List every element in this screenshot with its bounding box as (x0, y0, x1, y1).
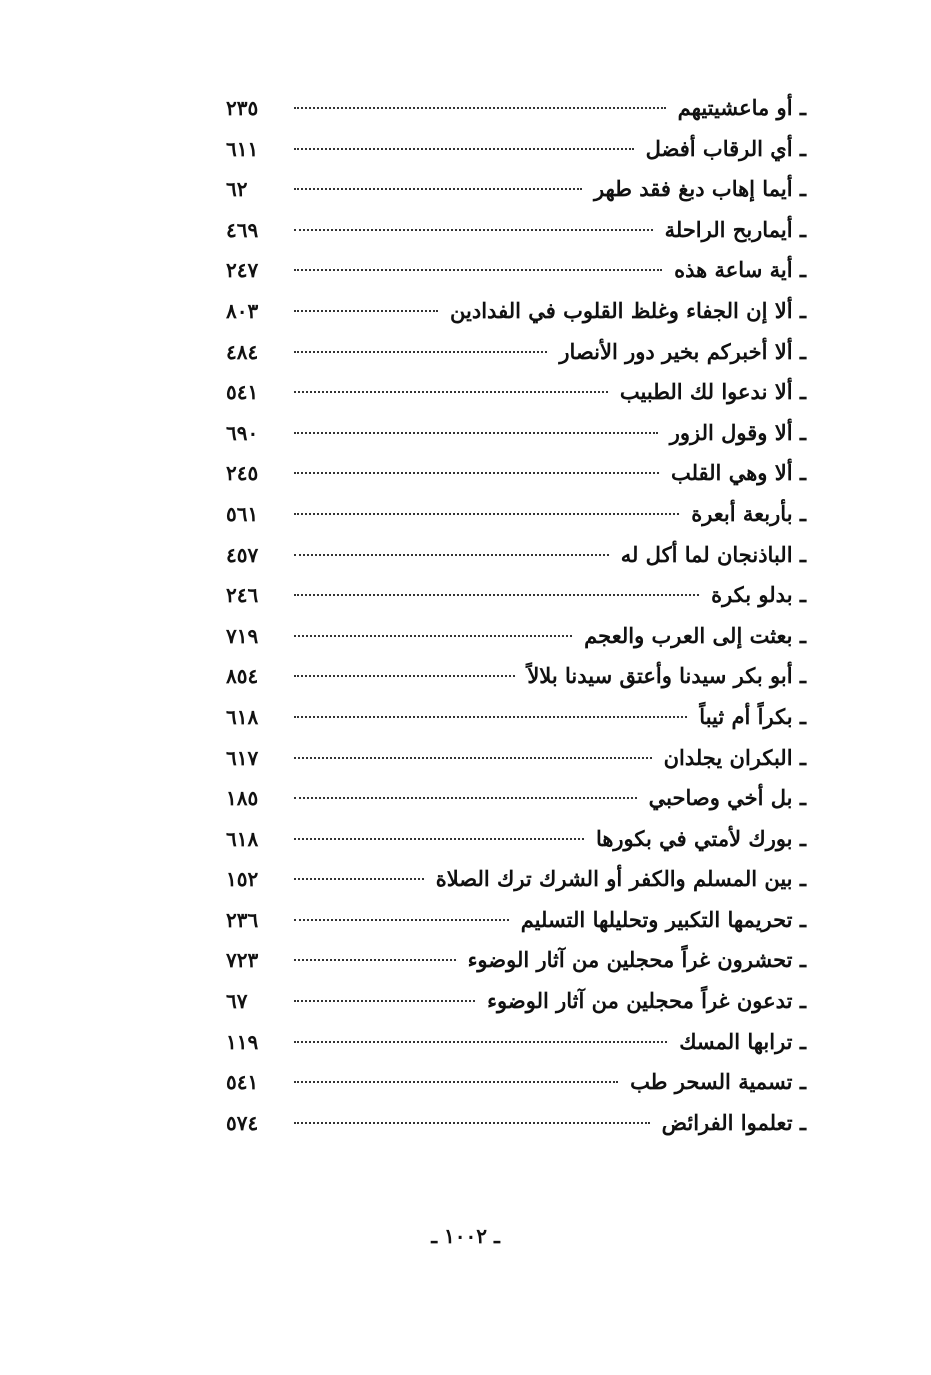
entry-page-number: ٨٥٤ (226, 664, 259, 689)
index-entry (226, 494, 806, 535)
entry-text: ـ بين المسلم والكفر أو الشرك ترك الصلاة (435, 866, 806, 892)
index-entry (226, 981, 806, 1022)
entry-page-number: ٢٣٦ (226, 907, 259, 932)
index-entry (226, 616, 806, 657)
entry-text: ـ أو ماعشيتيهم (677, 95, 806, 120)
entry-page-number: ٦١٨ (226, 826, 259, 851)
dot-leader (294, 919, 509, 921)
entry-text: ـ بورك لأمتي في بكورها (595, 825, 806, 851)
index-entry (226, 1062, 806, 1103)
index-entry (226, 129, 806, 170)
dot-leader (294, 269, 662, 271)
entry-text: ـ تحريمها التكبير وتحليلها التسليم (520, 906, 806, 932)
dot-leader (294, 594, 699, 596)
entry-text: ـ ألا ندعوا لك الطبيب (619, 379, 806, 405)
index-entry (226, 332, 806, 373)
entry-text: ـ أيما إهاب دبغ فقد طهر (593, 176, 806, 202)
index-entry (226, 1103, 806, 1144)
entry-page-number: ٢٤٦ (226, 583, 259, 608)
entry-page-number: ٤٥٧ (226, 542, 259, 567)
dot-leader (294, 391, 608, 393)
dot-leader (294, 472, 659, 474)
dot-leader (294, 797, 637, 799)
dot-leader (294, 351, 547, 353)
dot-leader (294, 757, 652, 759)
entry-page-number: ٧٢٣ (226, 948, 259, 973)
entry-page-number: ٥٤١ (226, 380, 259, 405)
entry-page-number: ٥٦١ (226, 501, 259, 526)
index-entry (226, 453, 806, 494)
dot-leader (294, 878, 424, 880)
entry-page-number: ٦١١ (226, 136, 259, 161)
page-number: ـ ١٠٠٢ ـ (431, 1224, 500, 1248)
index-entry (226, 535, 806, 576)
entry-page-number: ٥٧٤ (226, 1110, 259, 1135)
entry-page-number: ٨٠٣ (226, 298, 259, 323)
entry-page-number: ١٨٥ (226, 786, 259, 811)
entry-text: ـ بدلو بكرة (711, 582, 806, 608)
dot-leader (294, 107, 666, 109)
entry-page-number: ٦١٧ (226, 745, 259, 770)
index-entry (226, 169, 806, 210)
dot-leader (294, 148, 634, 150)
dot-leader (294, 1000, 475, 1002)
entry-text: ـ تعلموا الفرائض (661, 1109, 806, 1135)
entry-text: ـ أية ساعة هذه (674, 257, 806, 283)
entry-page-number: ٢٣٥ (226, 96, 259, 120)
index-entry (226, 250, 806, 291)
dot-leader (294, 554, 609, 556)
index-entry (226, 819, 806, 860)
dot-leader (294, 513, 679, 515)
entry-page-number: ٤٦٩ (226, 217, 259, 242)
dot-leader (294, 1081, 618, 1083)
dot-leader (294, 716, 687, 718)
index-entry (226, 413, 806, 454)
entry-text: ـ أيماربح الراحلة (664, 216, 806, 242)
entry-text: ـ بأربعة أبعرة (691, 500, 806, 526)
dot-leader (294, 310, 438, 312)
entry-page-number: ٥٤١ (226, 1070, 259, 1095)
entry-text: ـ تحشرون غراً محجلين من آثار الوضوء (467, 947, 806, 973)
entry-text: ـ تسمية السحر طب (630, 1069, 806, 1095)
entry-page-number: ٦٧ (226, 989, 248, 1014)
index-entry (226, 697, 806, 738)
entry-page-number: ٦٩٠ (226, 420, 259, 445)
index-entry (226, 575, 806, 616)
index-entry (226, 859, 806, 900)
entry-text: ـ ألا أخبركم بخير دور الأنصار (559, 338, 806, 364)
entry-page-number: ٢٤٧ (226, 258, 259, 283)
index-entry (226, 88, 806, 129)
entry-text: ـ ألا وقول الزور (669, 419, 806, 445)
index-entry (226, 940, 806, 981)
entry-page-number: ٦١٨ (226, 704, 259, 729)
entry-text: ـ أي الرقاب أفضل (645, 135, 806, 161)
dot-leader (294, 635, 572, 637)
entry-text: ـ أبو بكر سيدنا وأعتق سيدنا بلالاً (527, 663, 806, 689)
dot-leader (294, 432, 658, 434)
index-entry (226, 778, 806, 819)
dot-leader (294, 1041, 667, 1043)
dot-leader (294, 675, 515, 677)
entry-text: ـ ترابها المسك (679, 1028, 806, 1054)
entry-text: ـ البكران يجلدان (663, 744, 806, 770)
index-entry (226, 1022, 806, 1063)
dot-leader (294, 838, 584, 840)
index-entry (226, 900, 806, 941)
index-entry (226, 656, 806, 697)
dot-leader (294, 229, 653, 231)
dot-leader (294, 188, 582, 190)
entry-text: ـ تدعون غراً محجلين من آثار الوضوء (487, 988, 806, 1014)
entry-page-number: ١٥٢ (226, 867, 259, 892)
index-entry (226, 372, 806, 413)
entry-page-number: ٢٤٥ (226, 461, 259, 486)
dot-leader (294, 959, 456, 961)
entry-text: ـ بعثت إلى العرب والعجم (584, 622, 806, 648)
entry-page-number: ٧١٩ (226, 623, 259, 648)
entry-text: ـ بل أخي وصاحبي (648, 785, 806, 811)
entry-text: ـ بكراً أم ثيباً (699, 703, 806, 729)
entry-page-number: ١١٩ (226, 1029, 259, 1054)
dot-leader (294, 1122, 650, 1124)
entry-text: ـ ألا وهي القلب (670, 460, 806, 486)
index-entry (226, 210, 806, 251)
entry-page-number: ٤٨٤ (226, 339, 259, 364)
index-list (226, 88, 806, 1143)
entry-text: ـ الباذنجان لما أكل له (620, 541, 806, 567)
index-entry (226, 738, 806, 779)
entry-text: ـ ألا إن الجفاء وغلظ القلوب في الفدادين (450, 297, 806, 323)
index-entry (226, 291, 806, 332)
entry-page-number: ٦٢ (226, 177, 248, 202)
